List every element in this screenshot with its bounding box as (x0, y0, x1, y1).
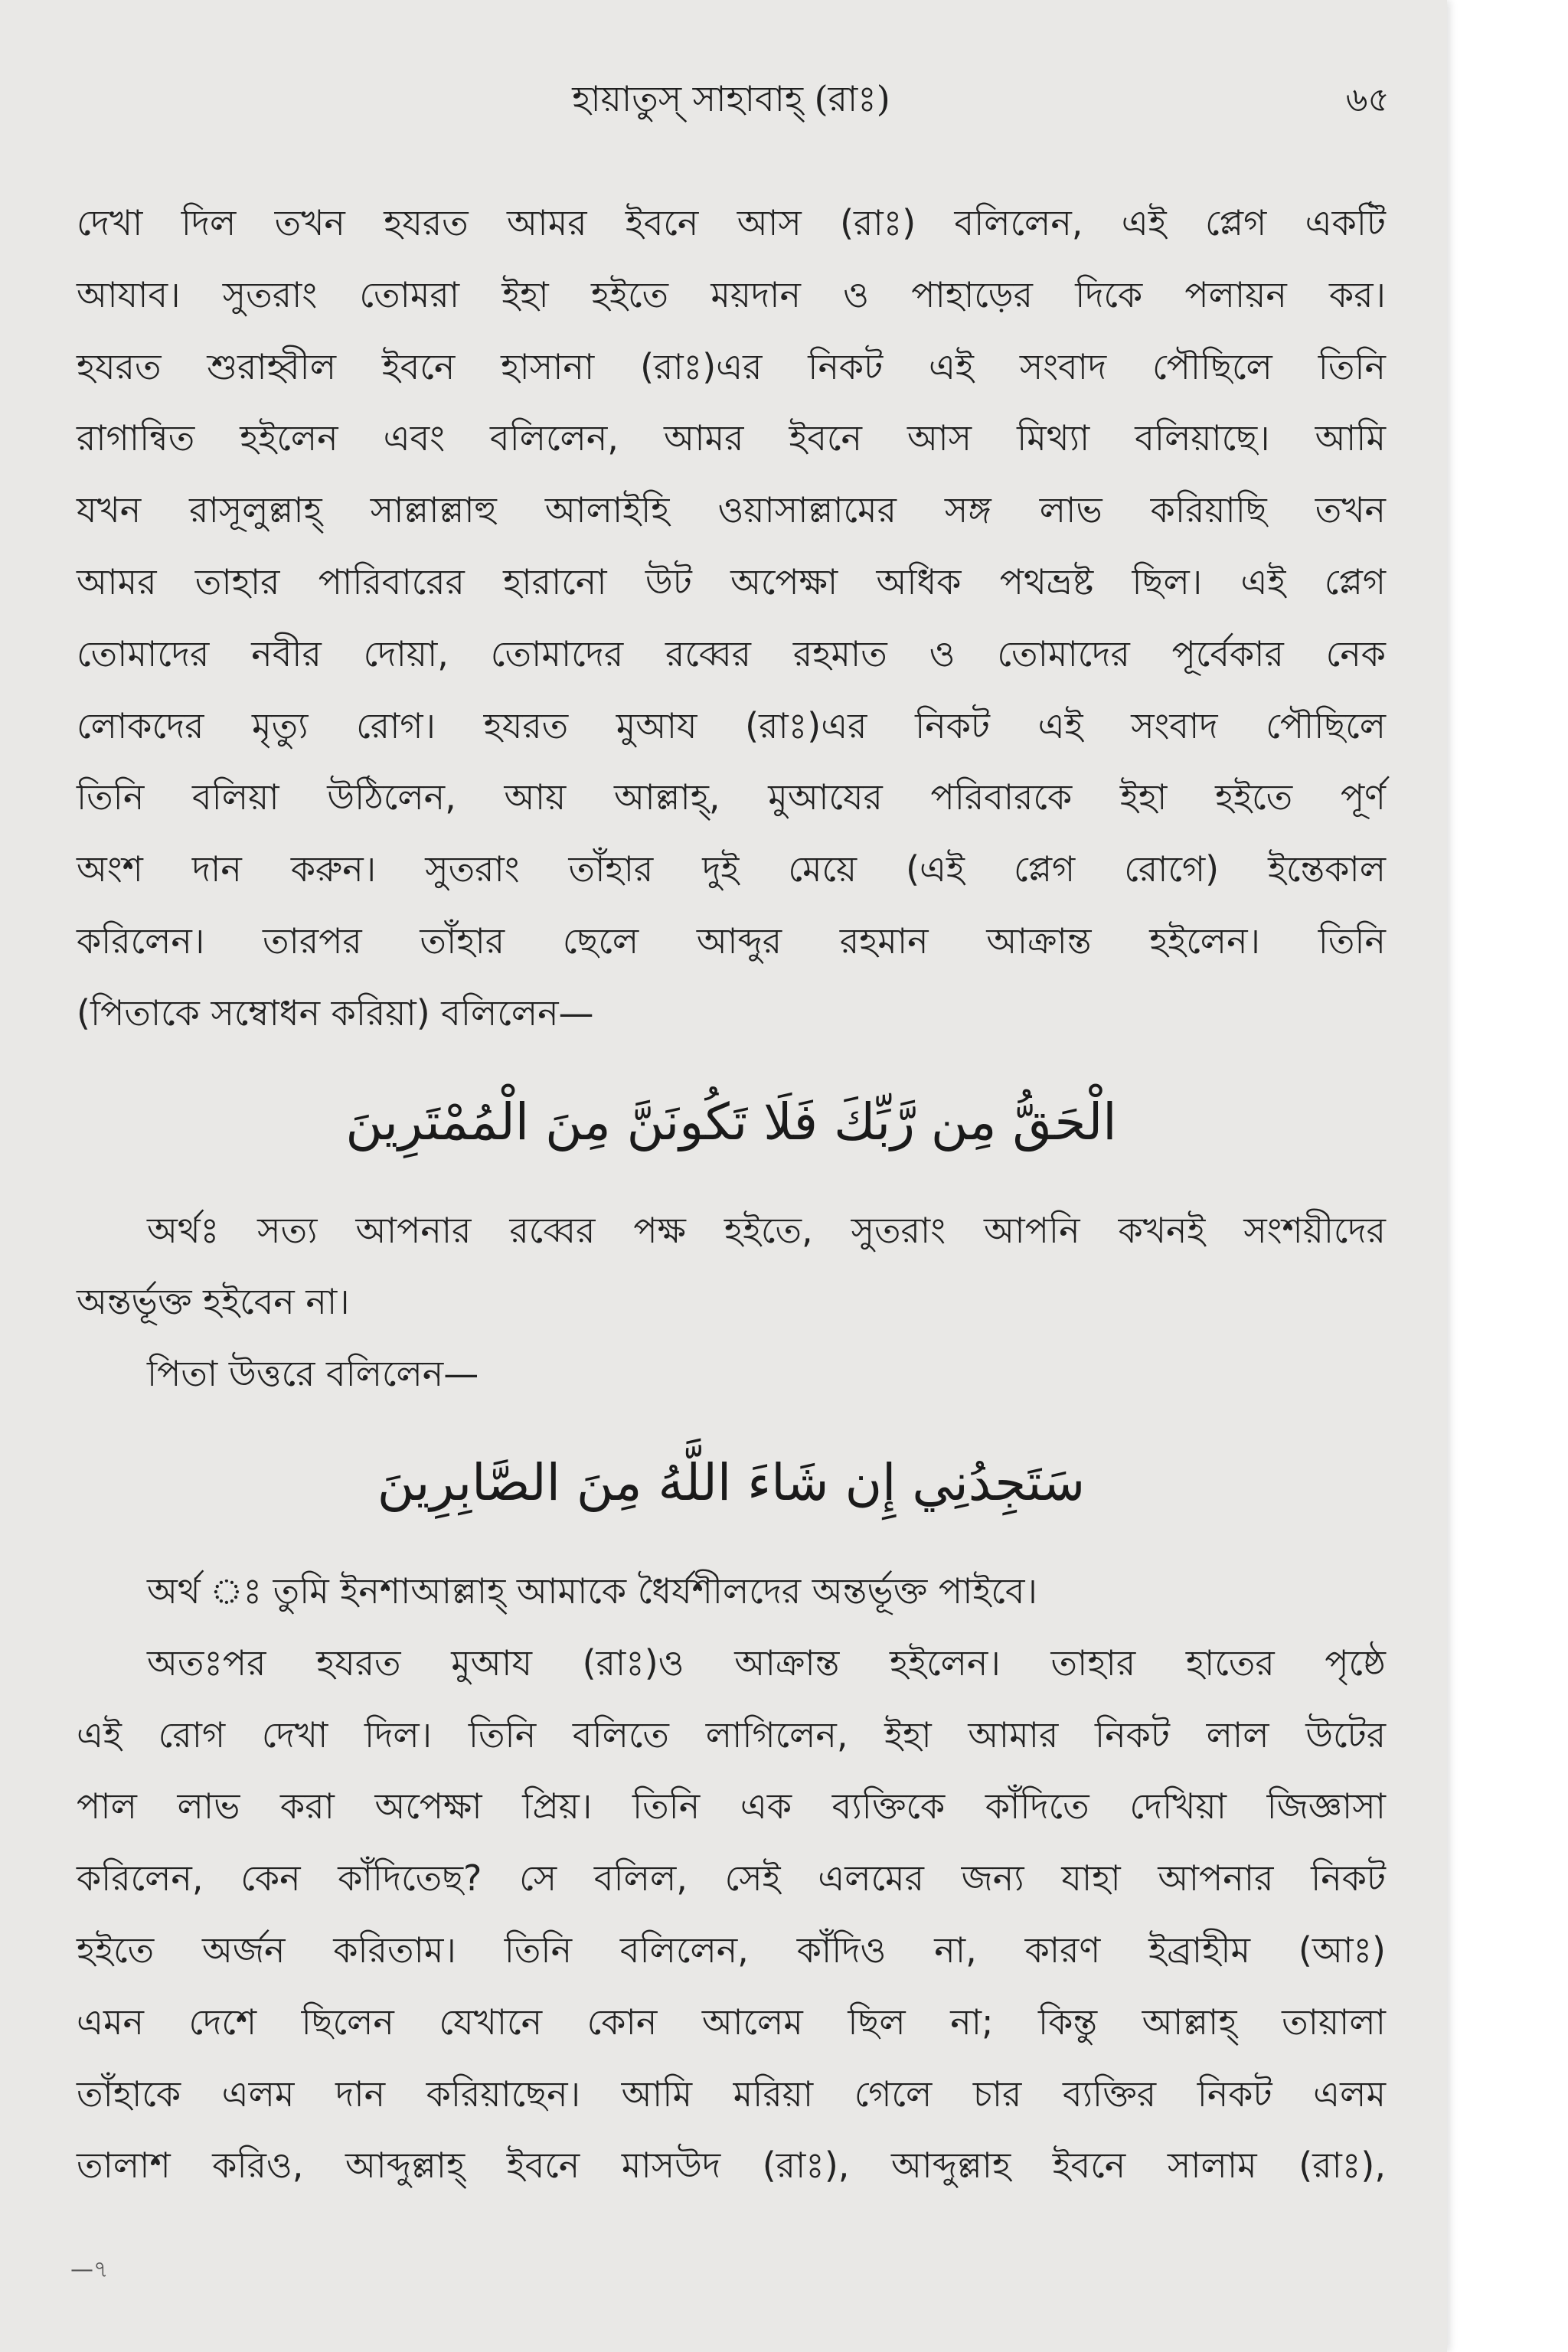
text-line: আমর তাহার পারিবারের হারানো উট অপেক্ষা অধিক পথভ্রষ্ট ছিল। এই প্লেগ (77, 560, 1386, 603)
text-line: রাগান্বিত হইলেন এবং বলিলেন, আমর ইবনে আস মিথ্যা বলিয়াছে। আমি (77, 417, 1386, 459)
text-line: অন্তর্ভূক্ত হইবেন না। (77, 1281, 350, 1323)
page-header (73, 73, 1390, 126)
text-line: লোকদের মৃত্যু রোগ। হযরত মুআয (রাঃ)এর নিকট এই সংবাদ পৌছিলে (77, 704, 1386, 746)
paragraph-1 (77, 188, 1386, 1050)
text-line: হইতে অর্জন করিতাম। তিনি বলিলেন, কাঁদিও না, কারণ ইব্রাহীম (আঃ) (77, 1929, 1386, 1971)
text-line: অতঃপর হযরত মুআয (রাঃ)ও আক্রান্ত হইলেন। তাহার হাতের পৃষ্ঠে (147, 1642, 1386, 1684)
text-line: করিলেন। তারপর তাঁহার ছেলে আব্দুর রহমান আক্রান্ত হইলেন। তিনি (77, 920, 1386, 962)
text-line: অংশ দান করুন। সুতরাং তাঁহার দুই মেয়ে (এই প্লেগ রোগে) ইন্তেকাল (77, 848, 1386, 890)
text-line: হযরত শুরাহ্বীল ইবনে হাসানা (রাঃ)এর নিকট এই সংবাদ পৌছিলে তিনি (77, 345, 1386, 387)
signature-mark: —৭ (70, 2256, 109, 2283)
arabic-quote-1: الْحَقُّ مِن رَّبِّكَ فَلَا تَكُونَنَّ مِنَ الْمُمْتَرِينَ (345, 1092, 1117, 1152)
text-line: এই রোগ দেখা দিল। তিনি বলিতে লাগিলেন, ইহা আমার নিকট লাল উটের (77, 1713, 1386, 1756)
text-line: করিলেন, কেন কাঁদিতেছ? সে বলিল, সেই এলমের জন্য যাহা আপনার নিকট (77, 1857, 1386, 1900)
text-line: তাঁহাকে এলম দান করিয়াছেন। আমি মরিয়া গেলে চার ব্যক্তির নিকট এলম (77, 2073, 1386, 2115)
text-line: (পিতাকে সম্বোধন করিয়া) বলিলেন— (77, 991, 594, 1034)
arabic-quote-2: سَتَجِدُنِي إِن شَاءَ اللَّهُ مِنَ الصَّابِرِينَ (377, 1452, 1086, 1512)
text-line: আযাব। সুতরাং তোমরা ইহা হইতে ময়দান ও পাহাড়ের দিকে পলায়ন কর। (77, 273, 1386, 315)
text-line: পাল লাভ করা অপেক্ষা প্রিয়। তিনি এক ব্যক্তিকে কাঁদিতে দেখিয়া জিজ্ঞাসা (77, 1785, 1386, 1828)
running-title: হায়াতুস্ সাহাবাহ্ (রাঃ) (572, 78, 890, 119)
text-line: তোমাদের নবীর দোয়া, তোমাদের রব্বের রহমাত ও তোমাদের পূর্বেকার নেক (77, 632, 1386, 675)
meaning-1 (77, 1195, 1386, 1339)
text-line: তিনি বলিয়া উঠিলেন, আয় আল্লাহ্, মুআযের পরিবারকে ইহা হইতে পূর্ণ (77, 776, 1386, 818)
text-line: এমন দেশে ছিলেন যেখানে কোন আলেম ছিল না; কিন্তু আল্লাহ্ তায়ালা (77, 2001, 1386, 2043)
paragraph-2 (77, 1628, 1386, 2202)
page-body (77, 188, 1386, 2202)
text-line: তালাশ করিও, আব্দুল্লাহ্ ইবনে মাসউদ (রাঃ), আব্দুল্লাহ ইবনে সালাম (রাঃ), (77, 2145, 1386, 2187)
page-number: ৬৫ (1345, 80, 1390, 119)
text-line: অর্থঃ সত্য আপনার রব্বের পক্ষ হইতে, সুতরাং আপনি কখনই সংশয়ীদের (147, 1209, 1386, 1251)
text-line: দেখা দিল তখন হযরত আমর ইবনে আস (রাঃ) বলিলেন, এই প্লেগ একটি (77, 202, 1386, 243)
meaning-2: অর্থ ঃ তুমি ইনশাআল্লাহ্ আমাকে ধৈর্যশীলদের অন্তর্ভূক্ত পাইবে। (147, 1570, 1037, 1612)
text-line: যখন রাসূলুল্লাহ্ সাল্লাল্লাহু আলাইহি ওয়াসাল্লামের সঙ্গ লাভ করিয়াছি তখন (77, 489, 1386, 531)
father-reply-line: পিতা উত্তরে বলিলেন— (147, 1353, 479, 1395)
